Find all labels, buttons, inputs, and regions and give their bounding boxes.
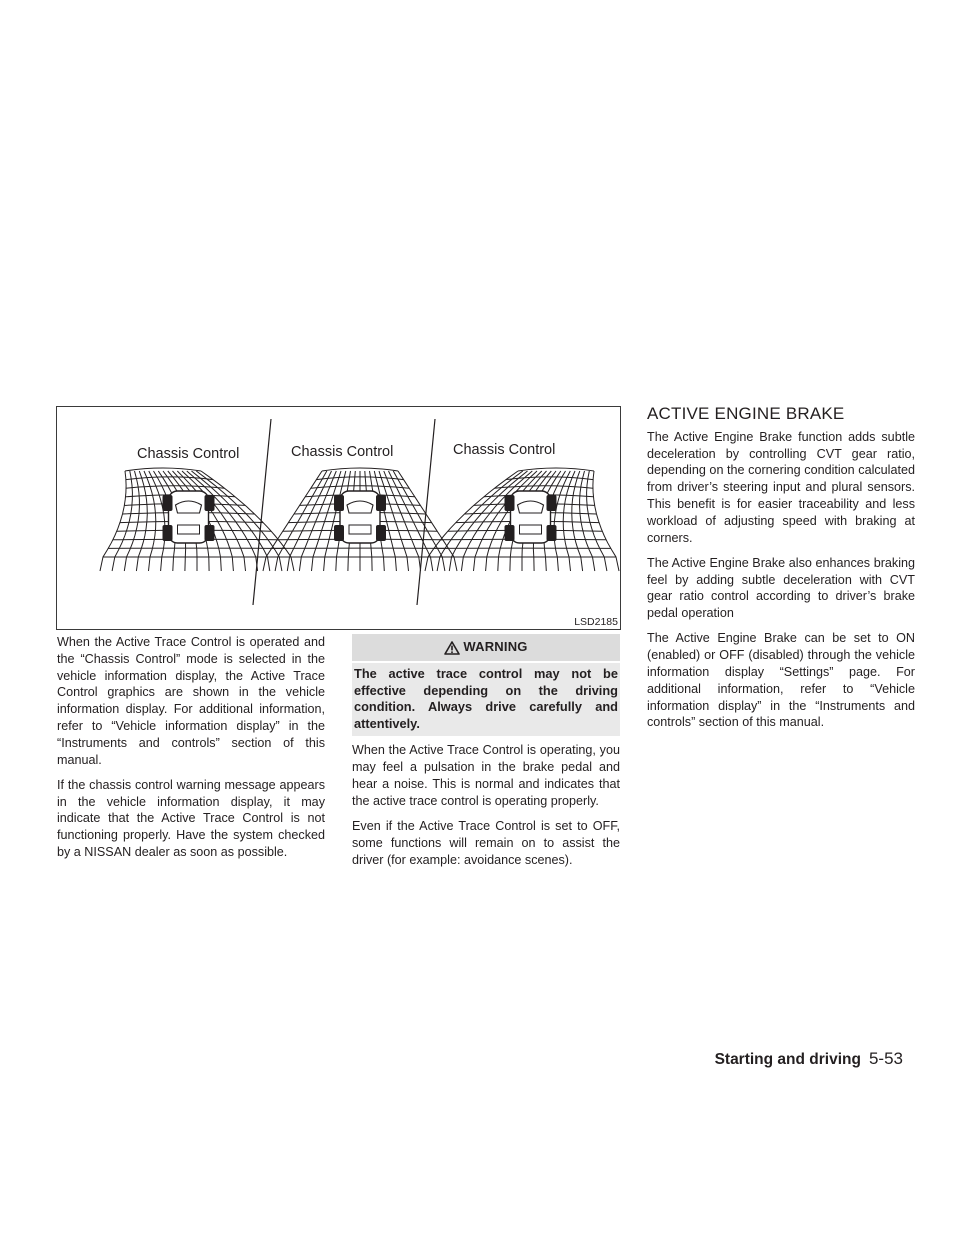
chassis-control-figure <box>56 406 621 630</box>
wheel-marker <box>205 495 215 511</box>
grid-panel <box>425 468 619 571</box>
active-engine-brake-section <box>647 406 915 740</box>
panel-divider <box>417 419 435 605</box>
vehicle-icon <box>334 491 386 543</box>
warning-header <box>352 634 620 661</box>
paragraph: If the chassis control warning message appears in the vehicle information display, it may indicate that the Active Trace Control is not functioning properly. Have the system checked by a NISSAN dealer as soon as possible. <box>57 777 325 859</box>
wheel-marker <box>163 525 173 541</box>
wheel-marker <box>376 495 386 511</box>
wheel-marker <box>547 495 557 511</box>
figure-label-center: Chassis Control <box>291 444 394 460</box>
intro-column <box>57 634 325 869</box>
vehicle-icon <box>163 491 215 543</box>
page-footer <box>715 1049 903 1069</box>
footer-section-name: Starting and driving <box>714 1051 861 1068</box>
figure-code: LSD2185 <box>574 616 618 628</box>
wheel-marker <box>505 495 515 511</box>
warning-triangle-icon <box>444 641 460 655</box>
figure-label-left: Chassis Control <box>137 446 240 462</box>
paragraph: The Active Engine Brake also enhances braking feel by adding subtle deceleration with CVT gear ratio control according to driver’s brake pedal operation <box>647 555 915 621</box>
paragraph: Even if the Active Trace Control is set to OFF, some functions will remain on to assist the driver (for example: avoidance scenes). <box>352 818 620 867</box>
wheel-marker <box>505 525 515 541</box>
figure-label-right: Chassis Control <box>453 442 556 458</box>
page-number: 5-53 <box>868 1049 903 1068</box>
panel-divider <box>253 419 271 605</box>
wheel-marker <box>334 495 344 511</box>
paragraph: When the Active Trace Control is operating, you may feel a pulsation in the brake pedal and hear a noise. This is normal and indicates that the active trace control is operating properly. <box>352 743 620 808</box>
wheel-marker <box>376 525 386 541</box>
paragraph: The Active Engine Brake can be set to ON (enabled) or OFF (disabled) through the vehicle information display “Settings” page. For additional information, refer to “Vehicle information display” in the “Instruments and controls” section of this manual. <box>647 631 915 730</box>
wheel-marker <box>163 495 173 511</box>
wheel-marker <box>547 525 557 541</box>
warning-title: WARNING <box>463 639 528 655</box>
warning-text: The active trace control may not be effective depending on the driving condition. Always drive carefully and attentively. <box>354 666 618 731</box>
wheel-marker <box>205 525 215 541</box>
chassis-control-graphic <box>57 407 620 629</box>
paragraph: When the Active Trace Control is operated and the “Chassis Control” mode is selected in the vehicle information display, the Active Trace Control graphics are shown in the vehicle information display. For additional information, refer to “Vehicle information display” in the “Instruments and controls” section of this manual. <box>57 635 325 767</box>
warning-box <box>352 663 620 736</box>
section-title: ACTIVE ENGINE BRAKE <box>647 404 845 423</box>
paragraph: The Active Engine Brake function adds subtle deceleration by controlling CVT gear ratio, depending on the cornering condition calculated from driver’s steering input and plural sensors. This benefit is for easier traceability and less workload of adjusting speed with braking at corners. <box>647 429 915 545</box>
wheel-marker <box>334 525 344 541</box>
warning-column <box>352 634 620 877</box>
vehicle-icon <box>505 491 557 543</box>
grid-panel <box>263 468 457 571</box>
